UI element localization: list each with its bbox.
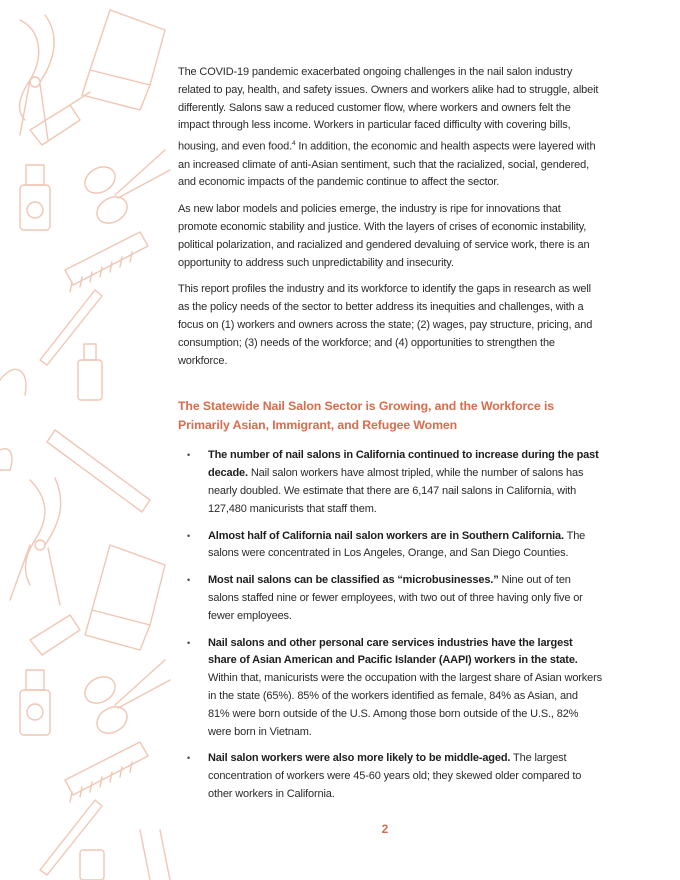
list-item-text: Nine out of ten salons staffed nine or fewer employees, with two out of three having only five or fewer employees. bbox=[208, 574, 583, 622]
cuticle-nipper-icon-2 bbox=[0, 449, 61, 605]
main-content bbox=[178, 64, 602, 813]
scissors-icon bbox=[80, 150, 170, 228]
hand-cream-tube-icon-2 bbox=[85, 545, 165, 650]
list-item-text: Within that, manicurists were the occupation with the largest share of Asian workers in the state (65%). 85% of the workers identified as female, 84% as Asian, and 81% were born outside of the U.S. Among those born outside of the U.S., 82% were born in Vietnam. bbox=[208, 672, 602, 738]
section-heading: The Statewide Nail Salon Sector is Growing, and the Workforce is Primarily Asian, Immigrant, and Refugee Women bbox=[178, 399, 555, 432]
list-item-lead: Nail salons and other personal care services industries have the largest share of Asian American and Pacific Islander (AAPI) workers in the state. bbox=[208, 636, 578, 667]
list-item bbox=[178, 750, 602, 803]
bullet-icon: • bbox=[187, 637, 191, 648]
cuticle-nipper-icon bbox=[20, 15, 55, 140]
list-item bbox=[178, 528, 602, 564]
nail-polish-bottle-icon-2 bbox=[0, 344, 102, 400]
polish-small-icon bbox=[30, 92, 90, 145]
bullet-icon: • bbox=[187, 575, 191, 586]
list-item-text: The salons were concentrated in Los Angeles, Orange, and San Diego Counties. bbox=[208, 529, 586, 560]
list-item-text: The largest concentration of workers were 45-60 years old; they skewed older compared to other workers in California. bbox=[208, 752, 582, 800]
bullet-icon: • bbox=[187, 530, 191, 541]
intro-paragraph-3: This report profiles the industry and its workforce to identify the gaps in research as well as the policy needs of the sector to better address its inequities and challenges, with a focus on (1) workers and owners across the state; (2) wages, pay structure, pricing, and consumption; (3) needs of the workforce; and (4) opportunities to strengthen the workforce. bbox=[178, 283, 593, 367]
emery-board-icon bbox=[47, 430, 150, 512]
list-item bbox=[178, 572, 602, 625]
polish-small-icon-2 bbox=[20, 615, 80, 735]
bullet-icon: • bbox=[187, 753, 191, 764]
list-item-lead: Nail salon workers were also more likely to be middle-aged. bbox=[208, 752, 511, 765]
footnote-ref[interactable]: 4 bbox=[291, 140, 296, 148]
nail-polish-bottle-icon bbox=[20, 165, 50, 230]
list-item bbox=[178, 635, 602, 742]
intro-paragraph-1 bbox=[178, 64, 602, 192]
nail-file-icon bbox=[40, 290, 102, 365]
intro-paragraph-1-text: The COVID-19 pandemic exacerbated ongoing challenges in the nail salon industry related to pay, health, and safety issues. Owners and workers alike had to struggle, albeit differently. Salons saw a reduced customer flow, where workers and owners felt the impact through less income. Workers in particular faced difficulty with covering bills, housing, and even food. bbox=[178, 66, 599, 153]
list-item-text: Nail salon workers have almost tripled, while the number of salons has nearly doubled. We estimate that there are 6,147 nail salons in California, with 127,480 manicurists that staff them. bbox=[208, 467, 584, 515]
nail-file-icon-2 bbox=[40, 800, 170, 880]
findings-list bbox=[178, 447, 602, 803]
bullet-icon: • bbox=[187, 450, 191, 461]
hand-cream-tube-icon bbox=[82, 10, 165, 110]
intro-paragraph-1-tail: In addition, the economic and health aspects were layered with an increased climate of anti-Asian sentiment, such that the racialized, social, gendered, and economic impacts of the pandemic continue to affect the sector. bbox=[178, 140, 596, 189]
scissors-icon-2 bbox=[80, 660, 170, 738]
list-item-lead: The number of nail salons in California continued to increase during the past decade. bbox=[208, 449, 599, 480]
list-item-lead: Almost half of California nail salon workers are in Southern California. bbox=[208, 529, 564, 542]
nail-brush-icon-2 bbox=[65, 742, 148, 802]
list-item bbox=[178, 447, 602, 518]
intro-paragraph-2: As new labor models and policies emerge, the industry is ripe for innovations that promote economic stability and justice. With the layers of crises of economic instability, political polarization, and racialized and gendered devaluing of service work, there is an opportunity to address such unpredictability and insecurity. bbox=[178, 203, 590, 269]
nail-tools-illustration bbox=[0, 0, 175, 880]
nail-brush-icon bbox=[65, 232, 148, 292]
list-item-lead: Most nail salons can be classified as “microbusinesses.” bbox=[208, 574, 499, 587]
page-number: 2 bbox=[381, 822, 389, 836]
